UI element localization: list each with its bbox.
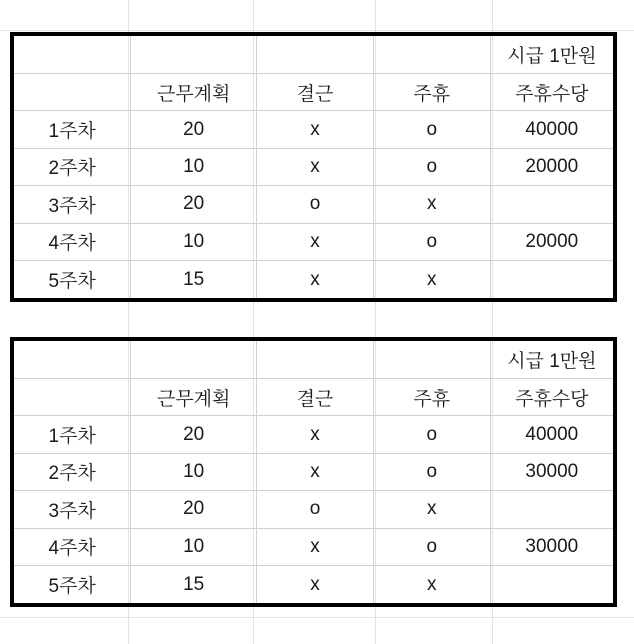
table-row-header <box>14 378 613 415</box>
cell-empty <box>131 341 257 378</box>
cell-empty <box>14 36 131 73</box>
cell-holiday-allowance: 20000 <box>490 148 613 185</box>
table-row <box>14 416 613 453</box>
cell-work-plan: 10 <box>131 528 257 565</box>
cell-empty <box>131 36 257 73</box>
cell-work-plan: 15 <box>131 261 257 298</box>
hourly-rate-label: 시급 1만원 <box>490 341 613 378</box>
cell-absence: x <box>257 528 374 565</box>
header-week <box>14 378 131 415</box>
cell-weekly-holiday: o <box>373 416 490 453</box>
cell-work-plan: 10 <box>131 148 257 185</box>
cell-weekly-holiday: o <box>373 148 490 185</box>
cell-absence: x <box>257 261 374 298</box>
cell-week: 5주차 <box>14 566 131 603</box>
cell-holiday-allowance: 40000 <box>490 416 613 453</box>
cell-week: 1주차 <box>14 111 131 148</box>
table-upper <box>10 32 617 302</box>
cell-week: 3주차 <box>14 491 131 528</box>
cell-weekly-holiday: x <box>373 186 490 223</box>
cell-work-plan: 20 <box>131 416 257 453</box>
cell-week: 4주차 <box>14 223 131 260</box>
header-holiday-allowance: 주휴수당 <box>490 378 613 415</box>
table-lower <box>10 337 617 607</box>
cell-absence: o <box>257 491 374 528</box>
cell-absence: x <box>257 148 374 185</box>
cell-absence: o <box>257 186 374 223</box>
cell-work-plan: 10 <box>131 453 257 490</box>
cell-weekly-holiday: o <box>373 111 490 148</box>
cell-empty <box>257 341 374 378</box>
cell-weekly-holiday: x <box>373 261 490 298</box>
header-absence: 결근 <box>257 378 374 415</box>
cell-empty <box>257 36 374 73</box>
cell-holiday-allowance: 20000 <box>490 223 613 260</box>
table-row <box>14 111 613 148</box>
header-absence: 결근 <box>257 73 374 110</box>
header-week <box>14 73 131 110</box>
cell-week: 2주차 <box>14 148 131 185</box>
cell-holiday-allowance <box>490 261 613 298</box>
table-row-rate <box>14 341 613 378</box>
cell-absence: x <box>257 566 374 603</box>
cell-week: 3주차 <box>14 186 131 223</box>
cell-absence: x <box>257 223 374 260</box>
cell-work-plan: 20 <box>131 186 257 223</box>
cell-weekly-holiday: x <box>373 491 490 528</box>
table-row <box>14 491 613 528</box>
table-row <box>14 261 613 298</box>
table-row <box>14 148 613 185</box>
table-lower-grid <box>14 341 613 603</box>
cell-empty <box>373 36 490 73</box>
table-row-rate <box>14 36 613 73</box>
table-row <box>14 223 613 260</box>
cell-week: 4주차 <box>14 528 131 565</box>
table-row <box>14 566 613 603</box>
cell-holiday-allowance: 40000 <box>490 111 613 148</box>
cell-work-plan: 20 <box>131 111 257 148</box>
header-work-plan: 근무계획 <box>131 73 257 110</box>
cell-holiday-allowance <box>490 186 613 223</box>
cell-weekly-holiday: o <box>373 528 490 565</box>
header-work-plan: 근무계획 <box>131 378 257 415</box>
cell-week: 2주차 <box>14 453 131 490</box>
cell-absence: x <box>257 111 374 148</box>
hourly-rate-label: 시급 1만원 <box>490 36 613 73</box>
header-weekly-holiday: 주휴 <box>373 73 490 110</box>
cell-work-plan: 10 <box>131 223 257 260</box>
cell-empty <box>14 341 131 378</box>
cell-absence: x <box>257 453 374 490</box>
cell-absence: x <box>257 416 374 453</box>
cell-work-plan: 20 <box>131 491 257 528</box>
cell-empty <box>373 341 490 378</box>
header-weekly-holiday: 주휴 <box>373 378 490 415</box>
header-holiday-allowance: 주휴수당 <box>490 73 613 110</box>
cell-week: 1주차 <box>14 416 131 453</box>
gridline-horizontal <box>0 617 634 618</box>
cell-holiday-allowance: 30000 <box>490 453 613 490</box>
table-row <box>14 453 613 490</box>
gridline-horizontal <box>0 30 634 31</box>
cell-holiday-allowance: 30000 <box>490 528 613 565</box>
table-row-header <box>14 73 613 110</box>
cell-work-plan: 15 <box>131 566 257 603</box>
table-upper-grid <box>14 36 613 298</box>
table-row <box>14 528 613 565</box>
table-row <box>14 186 613 223</box>
cell-holiday-allowance <box>490 491 613 528</box>
cell-week: 5주차 <box>14 261 131 298</box>
cell-holiday-allowance <box>490 566 613 603</box>
cell-weekly-holiday: o <box>373 453 490 490</box>
cell-weekly-holiday: x <box>373 566 490 603</box>
cell-weekly-holiday: o <box>373 223 490 260</box>
